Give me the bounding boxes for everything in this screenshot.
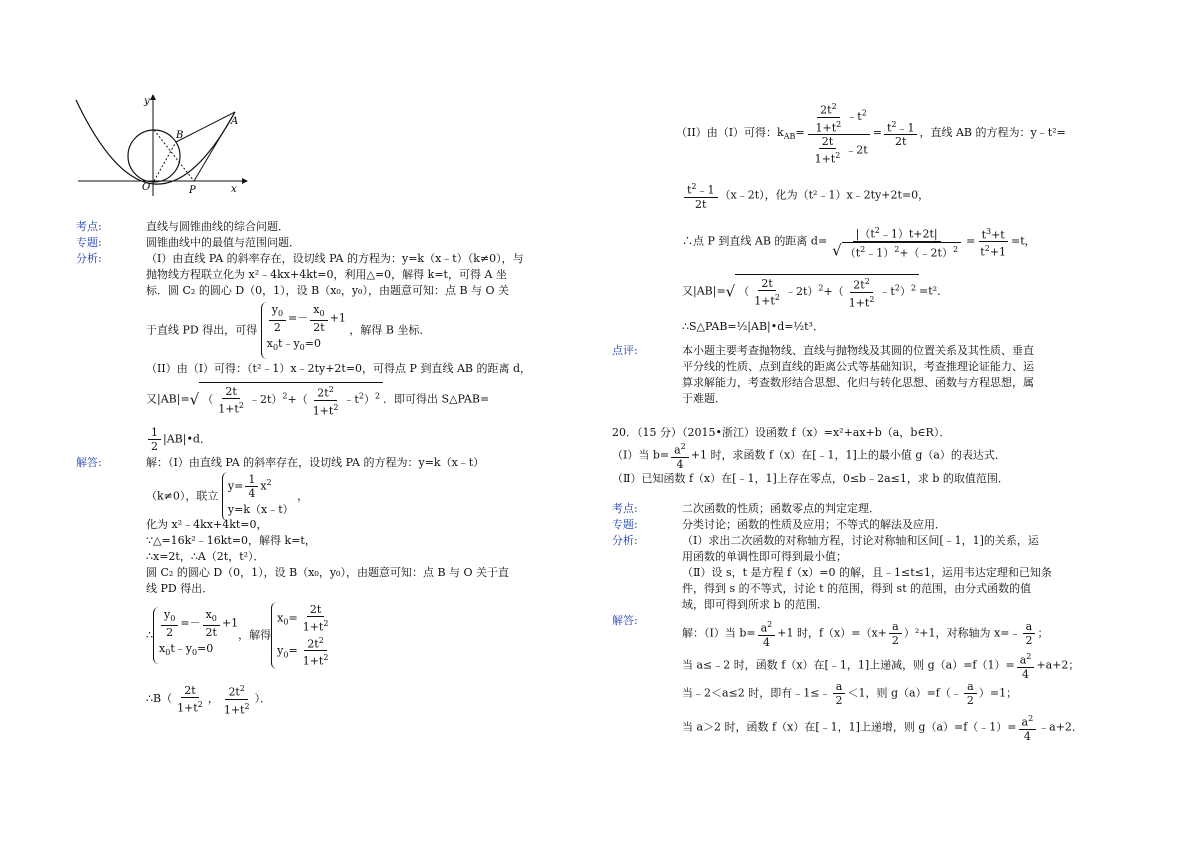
slope-line: （II）由（I）可得：$k_{AB}=$ $\frac{2t^2}{1+t^2}$ $﹣t^2$ $\frac{2t}{1+t^2}$ ﹣2t = $\frac{t^2﹣1}{2t}$ ，直线 AB 的方程为：y﹣t²= (676, 102, 1066, 166)
fenxi-line-2: 域，即可得到所求 b 的范围． (682, 598, 829, 611)
jieda-line: ∴x=2t，∴A（2t，t²）． (146, 550, 265, 563)
fenxi-line: （II）由（I）可得：（t²﹣1）x﹣2ty+2t=0，可得点 P 到直线 AB 的距离 d， (146, 362, 532, 375)
jieda-line-2: 当 a≤﹣2 时，函数 f（x）在[﹣1，1]上递减，则 g（a）=f（1）= $\frac{a^2}{4}$ +a+2； (682, 652, 1080, 681)
dianping-line: 于难题． (682, 392, 726, 405)
fenxi-ab-line: 又|AB|=√ （ $\frac{2t}{1+t^2}$ ﹣2t）$^2$+（ $\frac{2t^2}{1+t^2}$ $﹣t^2)^2$ ．即可得出 S△PAB= (146, 382, 489, 417)
label-B: B (176, 130, 184, 141)
fenxi-line: （I）由直线 PA 的斜率存在，设切线 PA 的方程为：y=k（x﹣t）（k≠0），与 (146, 252, 524, 265)
label-O: O (142, 182, 151, 193)
zhuanti-text: 圆锥曲线中的最值与范围问题． (146, 236, 300, 249)
jieda-line: 解：（I）由直线 PA 的斜率存在，设切线 PA 的方程为：y=k（x﹣t） (146, 456, 485, 469)
question-20-part-1: （Ⅰ）当 b= $\frac{a^2}{4}$ +1 时，求函数 f（x）在[﹣1，1]上的最小值 g（a）的表达式． (612, 442, 1006, 471)
fenxi-system-line: 于直线 PD 得出，可得 $\frac{y_0}{2}$ =－ $\frac{x_0}{2t}$ +1 $x_0t﹣y_0=0$ ，解得 B 坐标． (146, 302, 430, 359)
question-20-part-2: （Ⅱ）已知函数 f（x）在[﹣1，1]上存在零点，0≤b﹣2a≤1，求 b 的取值范围． (612, 472, 1009, 485)
dianping-line: 平分线的性质、点到直线的距离公式等基础知识，考查推理论证能力、运 (682, 360, 1034, 373)
fenxi-area-line: $\frac{1}{2}$ |AB|•d． (146, 426, 211, 453)
dianping-line: 算求解能力，考查数形结合思想、化归与转化思想、函数与方程思想，属 (682, 376, 1034, 389)
jieda-line: 化为 x²﹣4kx+4kt=0， (146, 518, 268, 531)
fenxi-line-2: （Ⅱ）设 s，t 是方程 f（x）=0 的解，且﹣1≤t≤1，运用韦达定理和已知条 (682, 566, 1052, 579)
kaodian-label: 考点: (76, 220, 102, 233)
kaodian-text: 直线与圆锥曲线的综合问题． (146, 220, 289, 233)
label-P: P (189, 185, 196, 196)
kaodian-label-2: 考点: (612, 502, 638, 515)
jieda-label-2: 解答: (612, 614, 638, 627)
ab-length-line: 又|AB|=√ （ $\frac{2t}{1+t^2}$ ﹣2t）$^2$+（ $\frac{2t^2}{1+t^2}$ $﹣t^2)^2 =t^2$． (682, 274, 948, 309)
kaodian-text-2: 二次函数的性质；函数零点的判定定理． (682, 502, 880, 515)
fenxi-line: 标．圆 C₂ 的圆心 D（0，1），设 B（x₀，y₀），由题意可知：点 B 与 O 关 (146, 284, 510, 297)
fenxi-label-2: 分析: (612, 534, 638, 547)
distance-line: ∴点 P 到直线 AB 的距离 d= $\frac{|(t^2﹣1)t+2t|}{√ (t^2﹣1)^2+(﹣2t)^2}$ = $\frac{t^3+t}{t^2+1}$ =t， (682, 226, 1036, 260)
dianping-label: 点评: (612, 344, 638, 357)
label-y: y (144, 96, 150, 107)
fenxi-line-2: 用函数的单调性即可得到最小值； (682, 550, 847, 563)
jieda-point-b: ∴B（ $\frac{2t}{1+t^2}$ ， $\frac{2t^2}{1+t^2}$ ）． (146, 683, 272, 717)
system-brace: $\frac{y_0}{2}$ =－ $\frac{x_0}{2t}$ +1 $x_0t﹣y_0=0$ (261, 302, 346, 359)
jieda-solve-line: ∴ $\frac{y_0}{2}$ =－ $\frac{x_0}{2t}$ +1 $x_0t﹣y_0=0$ ，解得 $x_0=$ $\frac{2t}{1+t^2}$ $y_0=$ $\frac{2t^2}{1+t^2}$ (146, 602, 333, 669)
label-x: x (231, 184, 237, 195)
line-ab-equation: $\frac{t^2﹣1}{2t}$ （x﹣2t），化为（t²﹣1）x﹣2ty+2t=0， (682, 180, 929, 211)
fenxi-line-2: （Ⅰ）求出二次函数的对称轴方程，讨论对称轴和区间[﹣1，1]的关系，运 (682, 534, 1039, 547)
jieda-line: ∵△=16k²﹣16kt=0，解得 k=t， (146, 534, 316, 547)
fenxi-label: 分析: (76, 252, 102, 265)
jieda-system-line: （k≠0），联立 y= $\frac{1}{4}$ $x^2$ y=k（x﹣t） ， (146, 472, 308, 521)
zhuanti-text-2: 分类讨论；函数的性质及应用；不等式的解法及应用． (682, 518, 946, 531)
zhuanti-label: 专题: (76, 236, 102, 249)
jieda-line-2: 当 a＞2 时，函数 f（x）在[﹣1，1]上递增，则 g（a）=f（﹣1）= $\frac{a^2}{4}$ ﹣a+2． (682, 714, 1083, 743)
label-A: A (231, 116, 239, 127)
fenxi-line: 抛物线方程联立化为 x²﹣4kx+4kt=0，利用△=0，解得 k=t，可得 A 坐 (146, 268, 507, 281)
jieda-line-2: 解：（Ⅰ）当 b= $\frac{a^2}{4}$ +1 时，f（x）=（x+ $\frac{a}{2}$ ）²+1，对称轴为 x=﹣ $\frac{a}{2}$ ； (682, 619, 1049, 649)
fenxi-line-2: 件，得到 s 的不等式，讨论 t 的范围，得到 st 的范围，由分式函数的值 (682, 582, 1032, 595)
question-20: 20．（15 分）（2015•浙江）设函数 f（x）=x²+ax+b（a，b∈R）． (612, 426, 951, 439)
area-line: ∴S△PAB=½|AB|•d=½t³． (682, 320, 824, 333)
jieda-label: 解答: (76, 456, 102, 469)
dianping-line: 本小题主要考查抛物线、直线与抛物线及其圆的位置关系及其性质、垂直 (682, 344, 1034, 357)
jieda-line-2: 当﹣2＜a≤2 时，即有﹣1≤﹣ $\frac{a}{2}$ ＜1，则 g（a）=f（﹣ $\frac{a}{2}$ ）=1； (682, 680, 1018, 707)
jieda-line: 线 PD 得出． (146, 582, 214, 595)
zhuanti-label-2: 专题: (612, 518, 638, 531)
parabola-circle-figure (70, 92, 250, 202)
jieda-line: 圆 C₂ 的圆心 D（0，1），设 B（x₀，y₀），由题意可知：点 B 与 O 关于直 (146, 566, 510, 579)
